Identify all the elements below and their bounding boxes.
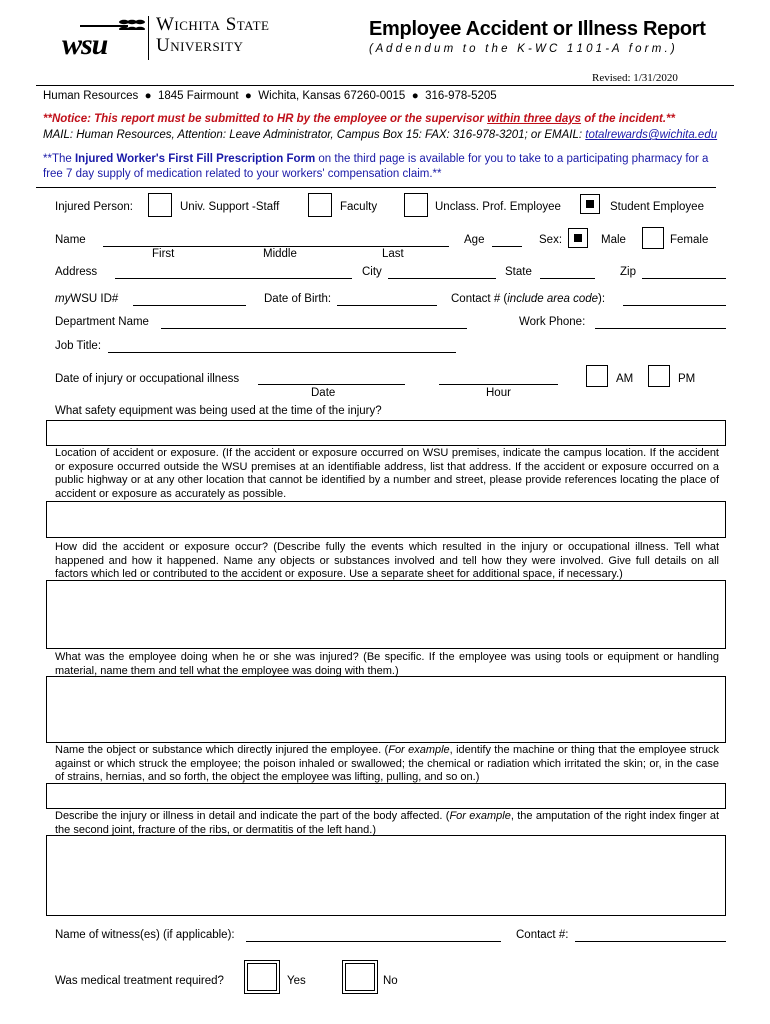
witness-field[interactable]: [246, 941, 501, 942]
prescription-line2: free 7 day supply of medication related to your workers' compensation claim.**: [43, 168, 442, 180]
page-subtitle: ( A d d e n d u m t o t h e K - W C 1 1 0 1 - A f o r m . ): [369, 43, 675, 55]
doing-answer-box[interactable]: [46, 676, 726, 743]
mywsu-id-field[interactable]: [133, 305, 246, 306]
address-field[interactable]: [115, 278, 352, 279]
medical-no-checkbox[interactable]: [345, 963, 375, 991]
hr-city: Wichita, Kansas 67260-0015: [258, 90, 406, 102]
object-post: , identify the machine or thing that the employee struck against or which struck the employee; the poison inhaled or swallowed; the chemical or radiation which irritated the skin; or, in the case of strains, hernias, and so forth, the object the employee was lifting, pulling, and so on.): [55, 744, 720, 783]
student-employee-label: Student Employee: [610, 201, 704, 213]
last-sublabel: Last: [382, 248, 404, 260]
male-checkbox[interactable]: [568, 228, 588, 248]
female-label: Female: [670, 234, 709, 246]
wsu-logo: [62, 16, 148, 64]
faculty-checkbox[interactable]: [308, 193, 332, 217]
witness-contact-label: Contact #:: [516, 929, 569, 941]
notice-prefix: **Notice: This report must be submitted to HR by the employee or the supervisor: [43, 113, 488, 125]
address-label: Address: [55, 266, 98, 278]
first-sublabel: First: [152, 248, 175, 260]
state-field[interactable]: [540, 278, 595, 279]
witness-contact-field[interactable]: [575, 941, 726, 942]
header-rule: [36, 85, 734, 86]
city-field[interactable]: [388, 278, 496, 279]
doing-question: What was the employee doing when he or she was injured? (Be specific. If the employee was using tools or equipment or handling material, name them and tell what the employee was doing with them.): [55, 651, 719, 677]
describe-italic: For example: [449, 810, 511, 822]
object-pre: Name the object or substance which directly injured the employee. (: [55, 744, 389, 756]
work-phone-field[interactable]: [595, 328, 726, 329]
state-label: State: [505, 266, 532, 278]
prescription-line1: [43, 153, 708, 165]
dob-label: Date of Birth:: [264, 293, 332, 305]
injured-person-label: Injured Person:: [55, 201, 133, 213]
wsu-mark: wsu: [62, 28, 108, 61]
witness-label: Name of witness(es) (if applicable):: [55, 929, 235, 941]
safety-answer-box[interactable]: [46, 420, 726, 446]
name-field[interactable]: [103, 246, 449, 247]
object-italic: For example: [388, 744, 450, 756]
mail-text: MAIL: Human Resources, Attention: Leave Administrator, Campus Box 15: FAX: 316-978-3201; or EMAIL:: [43, 129, 586, 141]
university-name-line2: University: [156, 35, 244, 56]
how-question: How did the accident or exposure occur? (Describe fully the events which resulted in the injury or occupational illness. Tell what happened and how it happened. Name any objects or substances involved and tell how they were involved. Give full details on all factors which led or contributed to the accident or exposure. Use a separate sheet for additional space, if necessary.): [55, 541, 719, 580]
zip-field[interactable]: [642, 278, 726, 279]
email-link[interactable]: totalrewards@wichita.edu: [585, 129, 718, 141]
pm-checkbox[interactable]: [648, 365, 670, 387]
unclass-prof-employee-checkbox[interactable]: [404, 193, 428, 217]
city-label: City: [362, 266, 382, 278]
injury-date-field[interactable]: [258, 384, 405, 385]
prescription-form-name: Injured Worker's First Fill Prescription Form: [74, 153, 316, 165]
hr-street: 1845 Fairmount: [157, 90, 239, 102]
medical-yes-label: Yes: [287, 975, 306, 987]
age-label: Age: [464, 234, 485, 246]
univ-support-staff-label: Univ. Support -Staff: [180, 201, 280, 213]
dob-field[interactable]: [337, 305, 437, 306]
faculty-label: Faculty: [340, 201, 378, 213]
name-label: Name: [55, 234, 86, 246]
bullet-icon: ●: [408, 90, 422, 102]
contact-field[interactable]: [623, 305, 726, 306]
job-title-field[interactable]: [108, 352, 456, 353]
describe-pre: Describe the injury or illness in detail and indicate the part of the body affected. (: [55, 810, 450, 822]
describe-post: , the amputation of the right index finger at the second joint, fracture of the ribs, or dermatitis of the left hand.): [55, 810, 719, 836]
middle-sublabel: Middle: [263, 248, 297, 260]
location-question: Location of accident or exposure. (If the accident or exposure occurred on WSU premises, indicate the campus location. If the accident or exposure occurred outside the WSU premises at an identifiable address, list that address. If the accident or exposure occurred on a public highway or at any other location that cannot be identified by a number and street, please provide references locating the place of accident or exposure as accurately as possible.: [55, 447, 719, 500]
safety-question: What safety equipment was being used at the time of the injury?: [55, 405, 382, 417]
department-name-field[interactable]: [161, 328, 467, 329]
object-question: [55, 744, 719, 785]
hour-sublabel: Hour: [486, 387, 511, 399]
am-label: AM: [616, 373, 634, 385]
hr-address-line: [43, 90, 497, 102]
hr-dept: Human Resources: [43, 90, 139, 102]
hr-phone: 316-978-5205: [425, 90, 497, 102]
sex-label: Sex:: [539, 234, 563, 246]
contact-pre: Contact # (: [451, 293, 508, 305]
page-title: Employee Accident or Illness Report: [369, 18, 706, 40]
contact-italic: include area code: [507, 293, 599, 305]
work-phone-label: Work Phone:: [519, 316, 586, 328]
university-name-line1: Wichita State: [156, 14, 270, 35]
prescription-start: **The: [43, 153, 75, 165]
date-sublabel: Date: [311, 387, 336, 399]
revised-date: Revised: 1/31/2020: [592, 72, 678, 84]
mywsu-rest: WSU ID#: [70, 293, 119, 305]
describe-question: [55, 810, 719, 837]
age-field[interactable]: [492, 246, 522, 247]
unclass-prof-employee-label: Unclass. Prof. Employee: [435, 201, 561, 213]
notice-suffix: of the incident.**: [581, 113, 675, 125]
department-name-label: Department Name: [55, 316, 149, 328]
student-employee-checkbox[interactable]: [580, 194, 600, 214]
medical-treatment-label: Was medical treatment required?: [55, 975, 224, 987]
injury-hour-field[interactable]: [439, 384, 558, 385]
mywsu-italic: my: [55, 293, 71, 305]
zip-label: Zip: [620, 266, 636, 278]
male-label: Male: [601, 234, 626, 246]
medical-yes-checkbox[interactable]: [247, 963, 277, 991]
location-answer-box[interactable]: [46, 501, 726, 538]
section-rule: [36, 187, 716, 188]
describe-answer-box[interactable]: [46, 835, 726, 916]
how-answer-box[interactable]: [46, 580, 726, 649]
mail-line: [43, 129, 717, 141]
bullet-icon: ●: [141, 90, 155, 102]
prescription-rest: on the third page is available for you to take to a participating pharmacy for a: [315, 153, 709, 165]
bullet-icon: ●: [241, 90, 256, 102]
date-injury-label: Date of injury or occupational illness: [55, 373, 240, 385]
female-checkbox[interactable]: [642, 227, 664, 249]
mywsu-id-label: [55, 293, 118, 305]
contact-post: ):: [598, 293, 606, 305]
job-title-label: Job Title:: [55, 340, 102, 352]
object-answer-box[interactable]: [46, 783, 726, 809]
pm-label: PM: [678, 373, 696, 385]
logo-divider: [148, 16, 149, 60]
medical-no-label: No: [383, 975, 398, 987]
notice-emphasis: within three days: [487, 113, 582, 125]
notice-line: [43, 113, 675, 125]
am-checkbox[interactable]: [586, 365, 608, 387]
univ-support-staff-checkbox[interactable]: [148, 193, 172, 217]
contact-label: [451, 293, 605, 305]
